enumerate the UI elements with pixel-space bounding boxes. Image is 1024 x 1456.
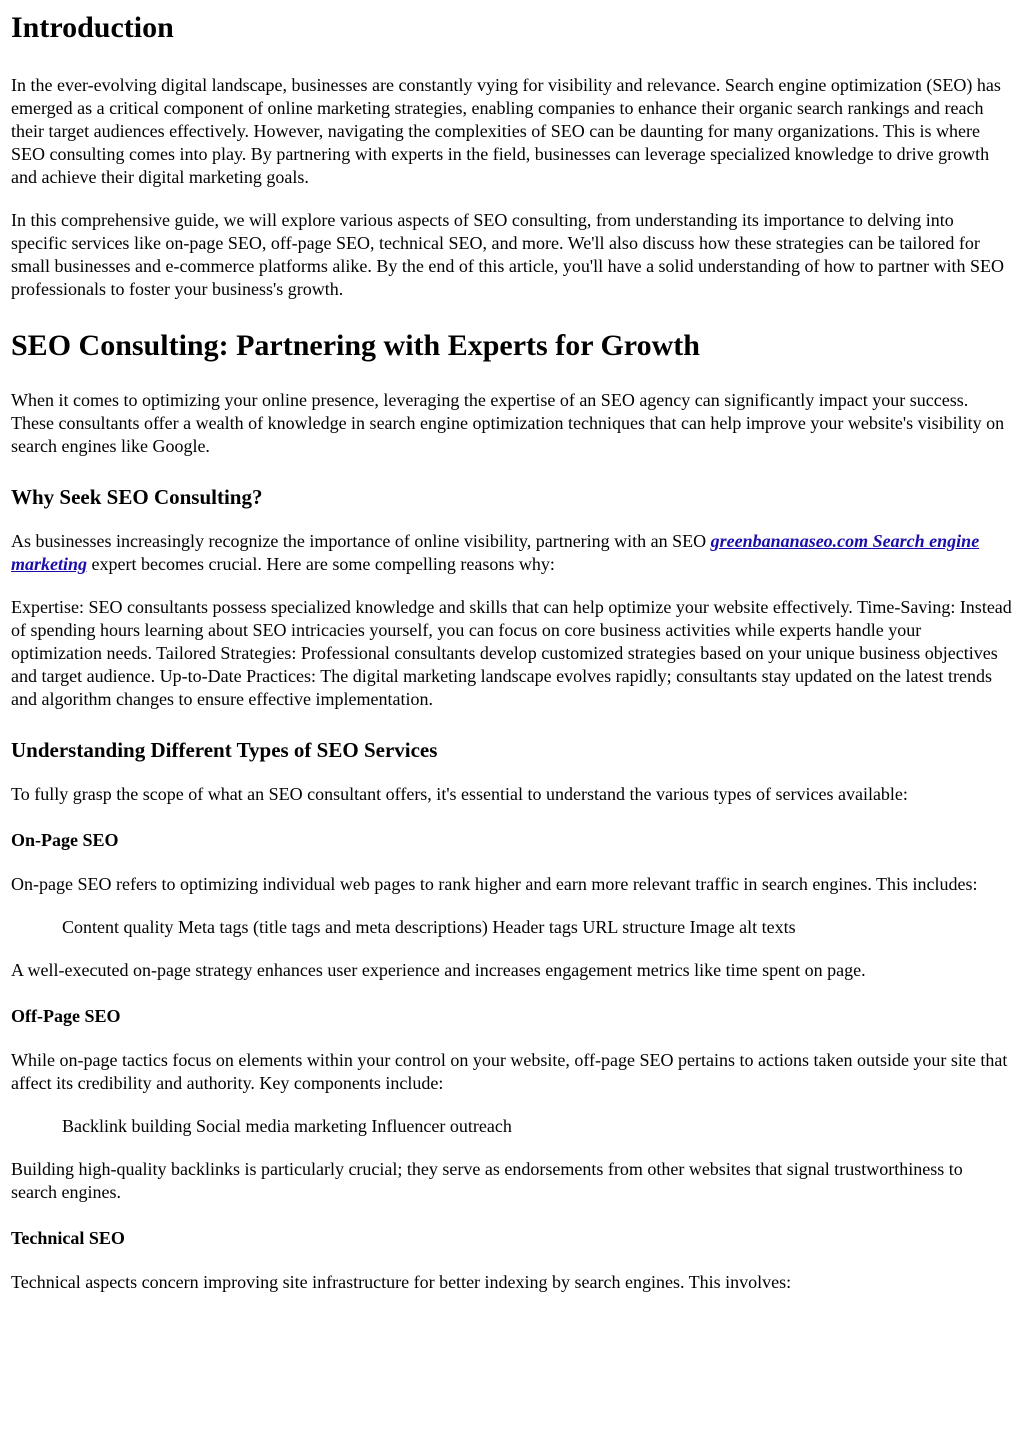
offpage-list: Backlink building Social media marketing Influencer outreach	[62, 1116, 512, 1136]
offpage-heading: Off-Page SEO	[11, 1006, 121, 1026]
seo-marketing-link[interactable]: greenbananaseo.com Search engine marketing	[11, 531, 980, 574]
onpage-heading: On-Page SEO	[11, 830, 119, 850]
onpage-list: Content quality Meta tags (title tags and meta descriptions) Header tags URL structure Image alt texts	[62, 917, 796, 937]
onpage-paragraph-1: On-page SEO refers to optimizing individual web pages to rank higher and earn more relevant traffic in search engines. This includes:	[11, 874, 978, 894]
why-paragraph-1	[11, 530, 1013, 576]
intro-heading: Introduction	[11, 11, 174, 44]
technical-paragraph-1: Technical aspects concern improving site infrastructure for better indexing by search engines. This involves:	[11, 1272, 792, 1292]
technical-heading: Technical SEO	[11, 1228, 125, 1248]
why-heading: Why Seek SEO Consulting?	[11, 485, 263, 509]
why-paragraph-2: Expertise: SEO consultants possess specialized knowledge and skills that can help optimize your website effectively. Time-Saving: Instead of spending hours learning about SEO intricacies yourself, you can focus on core business activities while experts handle your optimization needs. Tailored Strategies: Professional consultants develop customized strategies based on your unique business objectives and target audience. Up-to-Date Practices: The digital marketing landscape evolves rapidly; consultants stay updated on the latest trends and algorithm changes to ensure effective implementation.	[11, 597, 1012, 709]
offpage-paragraph-1: While on-page tactics focus on elements within your control on your website, off-page SEO pertains to actions taken outside your site that affect its credibility and authority. Key components include:	[11, 1050, 1008, 1093]
why-text-before-link: As businesses increasingly recognize the importance of online visibility, partnering with an SEO	[11, 531, 711, 551]
article	[0, 10, 1024, 1294]
types-paragraph-1: To fully grasp the scope of what an SEO consultant offers, it's essential to understand the various types of services available:	[11, 784, 908, 804]
consulting-heading: SEO Consulting: Partnering with Experts for Growth	[11, 329, 700, 362]
onpage-paragraph-2: A well-executed on-page strategy enhances user experience and increases engagement metrics like time spent on page.	[11, 960, 866, 980]
offpage-paragraph-2: Building high-quality backlinks is particularly crucial; they serve as endorsements from other websites that signal trustworthiness to search engines.	[11, 1159, 963, 1202]
intro-paragraph-2: In this comprehensive guide, we will explore various aspects of SEO consulting, from understanding its importance to delving into specific services like on-page SEO, off-page SEO, technical SEO, and more. We'll also discuss how these strategies can be tailored for small businesses and e-commerce platforms alike. By the end of this article, you'll have a solid understanding of how to partner with SEO professionals to foster your business's growth.	[11, 210, 1005, 299]
types-heading: Understanding Different Types of SEO Services	[11, 738, 438, 762]
why-text-after-link: expert becomes crucial. Here are some compelling reasons why:	[87, 554, 555, 574]
consulting-paragraph-1: When it comes to optimizing your online presence, leveraging the expertise of an SEO agency can significantly impact your success. These consultants offer a wealth of knowledge in search engine optimization techniques that can help improve your website's visibility on search engines like Google.	[11, 390, 1005, 456]
intro-paragraph-1: In the ever-evolving digital landscape, businesses are constantly vying for visibility and relevance. Search engine optimization (SEO) has emerged as a critical component of online marketing strategies, enabling companies to enhance their organic search rankings and reach their target audiences effectively. However, navigating the complexities of SEO can be daunting for many organizations. This is where SEO consulting comes into play. By partnering with experts in the field, businesses can leverage specialized knowledge to drive growth and achieve their digital marketing goals.	[11, 75, 1001, 187]
